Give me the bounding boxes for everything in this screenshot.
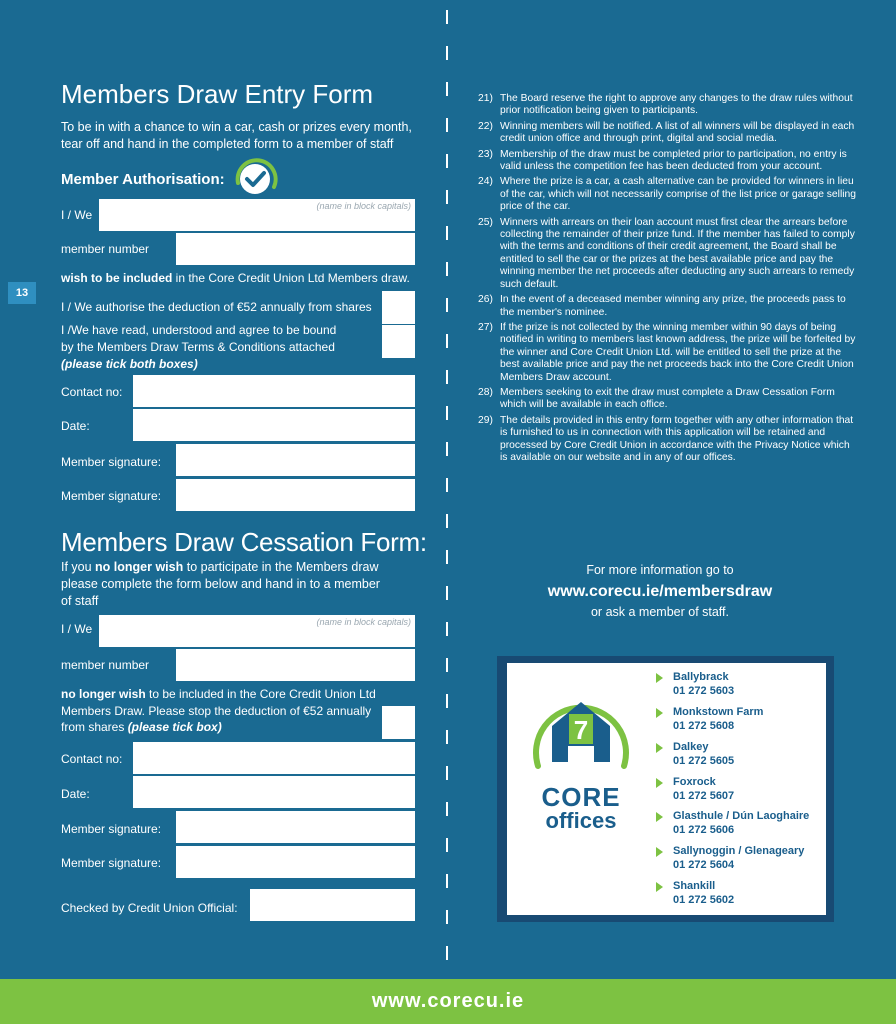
wish-included-text: wish to be included in the Core Credit Union Ltd Members draw.: [61, 271, 410, 285]
contact-input[interactable]: [133, 375, 415, 407]
rule-item: 21) The Board reserve the right to approve any changes to the draw rules without prior notification being given to participants.: [478, 93, 853, 117]
rule-item: 23) Membership of the draw must be completed prior to participation, no entry is valid unless the competition fee has been deducted from your account.: [478, 148, 847, 173]
rule-item: 28) Members seeking to exit the draw must complete a Draw Cessation Form which will be available in each office.: [478, 386, 835, 411]
rule-item: 24) Where the prize is a car, a cash alternative can be provided for winners in lieu of the car, which will not necessarily comprise of the list price or garage selling price of the car.: [478, 176, 856, 213]
date-label: Date:: [61, 419, 90, 433]
cessation-name-placeholder: (name in block capitals): [316, 617, 411, 627]
checked-by-official-label: Checked by Credit Union Official:: [61, 901, 238, 915]
name-input[interactable]: [99, 199, 415, 231]
cessation-member-number-label: member number: [61, 658, 150, 672]
members-draw-link[interactable]: www.corecu.ie/membersdraw: [547, 583, 773, 600]
checkmark-icon: [230, 153, 280, 203]
cessation-signature-label-1: Member signature:: [61, 822, 162, 836]
agree-tick-box[interactable]: [382, 325, 415, 358]
authorise-tick-box[interactable]: [382, 291, 415, 324]
member-number-input[interactable]: [176, 233, 415, 265]
authorise-deduction-text: I / We authorise the deduction of €52 annually from shares: [61, 300, 372, 314]
arrow-right-icon: [656, 882, 663, 892]
rule-item: 22) Winning members will be notified. A list of all winners will be displayed in each credit union office and through print, digital and social media.: [478, 120, 855, 145]
cessation-date-input[interactable]: [133, 776, 415, 808]
office-item: Foxrock 01 272 5607: [656, 775, 734, 803]
office-item: Sallynoggin / Glenageary 01 272 5604: [656, 844, 804, 872]
cessation-form-title: Members Draw Cessation Form:: [61, 527, 427, 557]
arrow-right-icon: [656, 847, 663, 857]
rule-item: 26) In the event of a deceased member winning any prize, the proceeds pass to the member's nominee.: [478, 294, 846, 318]
entry-form-intro: To be in with a chance to win a car, cash or prizes every month, tear off and hand in the completed form to a member of staff: [61, 120, 412, 151]
logo-word-core: CORE: [541, 782, 621, 812]
office-item: Ballybrack 01 272 5603: [656, 670, 734, 698]
ask-staff-line: or ask a member of staff.: [590, 605, 730, 619]
member-authorisation-heading: Member Authorisation:: [61, 171, 225, 188]
logo-word-offices: offices: [545, 808, 617, 833]
member-number-label: member number: [61, 242, 150, 256]
office-item: Glasthule / Dún Laoghaire 01 272 5606: [656, 809, 809, 837]
cessation-intro-line2: please complete the form below and hand in to a member: [61, 577, 380, 591]
date-input[interactable]: [133, 409, 415, 441]
rule-item: 27) If the prize is not collected by the winning member within 90 days of being notified in writing to members last known address, the prize will be forfeited by the winner and Core Credit Union Ltd. will be entitled to sell the prize at the best available price and pay the net proceeds back into the Core Credit Union Members Draw account.: [478, 321, 856, 383]
cessation-intro-line1: If you no longer wish to participate in the Members draw: [61, 560, 379, 574]
core-logo-icon: [522, 684, 640, 784]
rule-item: 29) The details provided in this entry form together with any other information that is furnished to us in connection with this application will be retained and processed by Core Credit Union in accordance with the Privacy Notice which is available on our website and in any of our offices.: [478, 414, 854, 463]
cessation-contact-label: Contact no:: [61, 752, 123, 766]
contact-label: Contact no:: [61, 385, 123, 399]
agree-terms-line1: I /We have read, understood and agree to be bound: [61, 323, 337, 337]
cessation-member-number-input[interactable]: [176, 649, 415, 681]
cessation-signature-input-1[interactable]: [176, 811, 415, 843]
signature-label-1: Member signature:: [61, 455, 162, 469]
no-longer-wish-line2: Members Draw. Please stop the deduction of €52 annually: [61, 704, 372, 718]
entry-form-title: Members Draw Entry Form: [61, 79, 374, 109]
cessation-date-label: Date:: [61, 787, 90, 801]
cessation-intro-line3: of staff: [61, 594, 99, 608]
agree-terms-line2: by the Members Draw Terms & Conditions attached: [61, 340, 335, 354]
arrow-right-icon: [656, 673, 663, 683]
cessation-contact-input[interactable]: [133, 742, 415, 774]
name-placeholder: (name in block capitals): [316, 201, 411, 211]
no-longer-wish-line1: no longer wish to be included in the Core Credit Union Ltd: [61, 687, 376, 701]
signature-input-2[interactable]: [176, 479, 415, 511]
office-item: Monkstown Farm 01 272 5608: [656, 705, 763, 733]
footer-bar: [0, 979, 896, 1024]
info-line: For more information go to: [586, 563, 734, 577]
office-item: Dalkey 01 272 5605: [656, 740, 734, 768]
tick-both-note: (please tick both boxes): [61, 357, 198, 371]
cessation-signature-input-2[interactable]: [176, 846, 415, 878]
logo-number: 7: [573, 715, 589, 745]
cessation-tick-box[interactable]: [382, 706, 415, 739]
rule-item: 25) Winners with arrears on their loan account must first clear the arrears before collecting the remainder of their prize fund. If the member has failed to comply with the terms and conditions of their credit agreement, the Board shall be entitled to sell the car or the prizes at the best available price and pay the winning member the net proceeds after deducting any such arrears to remedy such default.: [478, 216, 855, 290]
arrow-right-icon: [656, 778, 663, 788]
footer-url[interactable]: www.corecu.ie: [371, 990, 525, 1012]
cessation-name-input[interactable]: [99, 615, 415, 647]
arrow-right-icon: [656, 812, 663, 822]
no-longer-wish-line3: from shares (please tick box): [61, 720, 222, 734]
cessation-i-we-label: I / We: [61, 622, 93, 636]
rules-list: [478, 93, 856, 467]
arrow-right-icon: [656, 743, 663, 753]
arrow-right-icon: [656, 708, 663, 718]
official-signature-input[interactable]: [250, 889, 415, 921]
signature-input-1[interactable]: [176, 444, 415, 476]
cessation-signature-label-2: Member signature:: [61, 856, 162, 870]
page-number: 13: [8, 282, 36, 304]
signature-label-2: Member signature:: [61, 489, 162, 503]
i-we-label: I / We: [61, 208, 93, 222]
office-item: Shankill 01 272 5602: [656, 879, 734, 907]
